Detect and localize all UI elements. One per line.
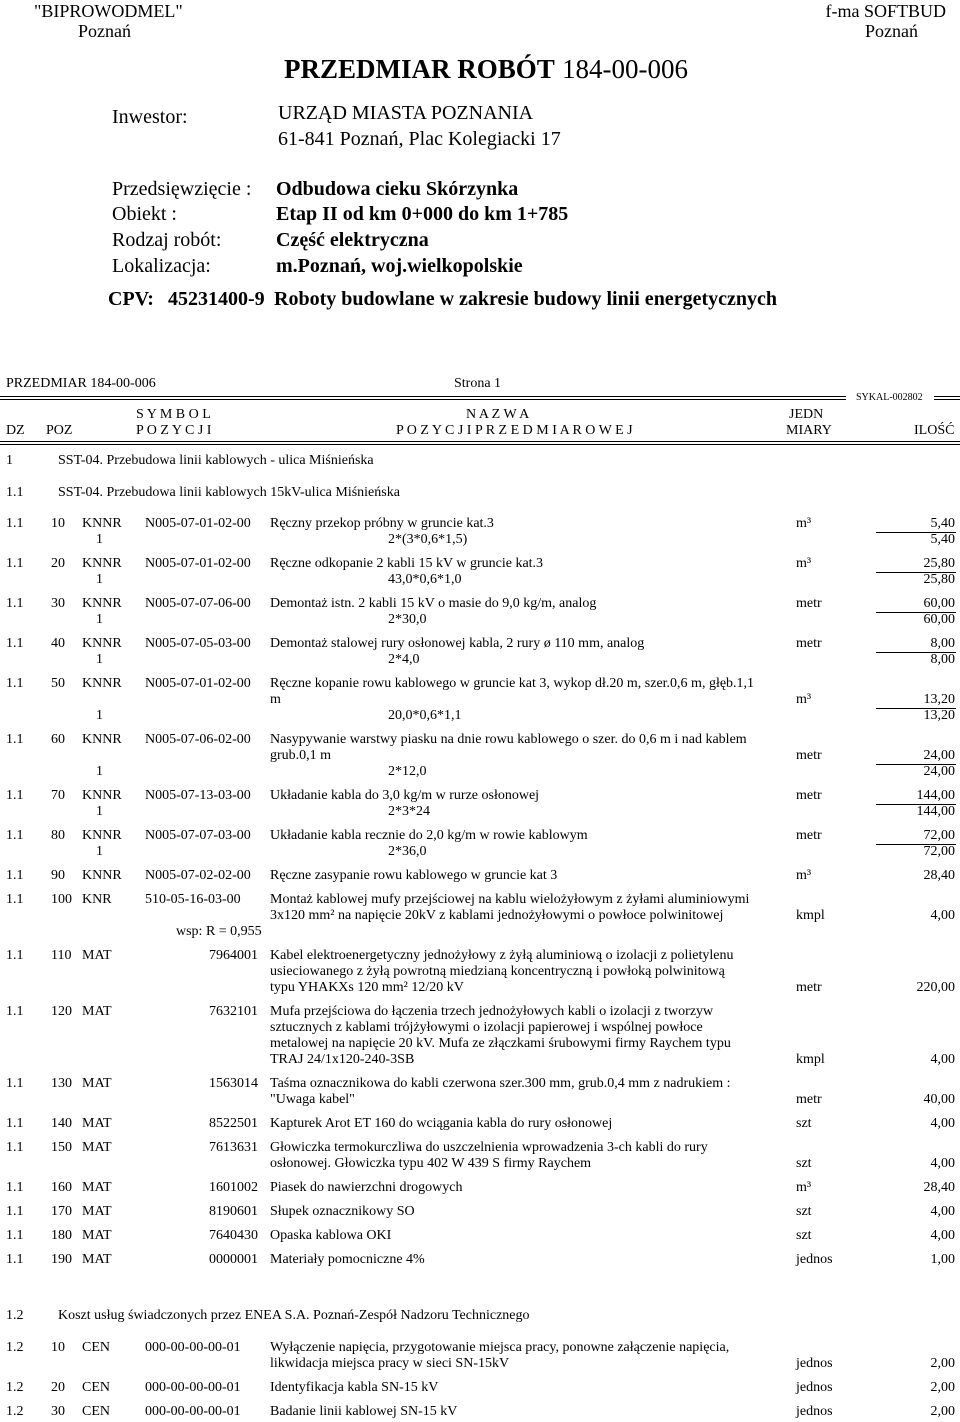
row-description: Ręczny przekop próbny w gruncie kat.3	[270, 516, 494, 531]
row-position: 110	[51, 948, 72, 963]
row-description: likwidacja miejsca pracy w sieci SN-15kV	[270, 1356, 510, 1371]
row-section: 1.1	[6, 948, 24, 963]
row-unit: metr	[796, 828, 822, 843]
row-section: 1.1	[6, 1252, 24, 1267]
row-position: 10	[51, 516, 65, 531]
calc-result: 5,40	[930, 532, 955, 547]
calc-result: 60,00	[923, 612, 955, 627]
row-catalog: MAT	[82, 1252, 112, 1267]
row-section: 1.1	[6, 636, 24, 651]
calc-result: 25,80	[923, 572, 955, 587]
row-unit: jednos	[796, 1252, 833, 1267]
row-description: Identyfikacja kabla SN-15 kV	[270, 1380, 439, 1395]
row-section: 1.1	[6, 868, 24, 883]
left-company: "BIPROWODMEL"	[34, 1, 183, 21]
row-position: 160	[51, 1180, 72, 1195]
calc-multiplier: 1	[96, 612, 103, 627]
row-unit: metr	[796, 1092, 822, 1107]
row-description: usieciowanego z żyłą powrotną miedzianą koncentryczną i powłoką polwinitową	[270, 964, 725, 979]
col-poz: POZ	[46, 423, 73, 438]
row-catalog: MAT	[82, 1076, 112, 1091]
calc-multiplier: 1	[96, 572, 103, 587]
row-symbol: N005-07-06-02-00	[145, 732, 251, 747]
row-catalog: KNNR	[82, 556, 122, 571]
row-description: Wyłączenie napięcia, przygotowanie miejsca pracy, ponowne załączenie napięcia,	[270, 1340, 730, 1355]
row-quantity: 40,00	[923, 1092, 955, 1107]
cpv-label: CPV:	[108, 288, 154, 310]
row-catalog: MAT	[82, 1004, 112, 1019]
row-unit: szt	[796, 1156, 812, 1171]
row-description: metalowej na napięcie 20 kV. Mufa ze złączkami śrubowymi firmy Raychem typu	[270, 1036, 731, 1051]
row-section: 1.1	[6, 676, 24, 691]
calc-multiplier: 1	[96, 652, 103, 667]
row-section: 1.1	[6, 788, 24, 803]
row-section: 1.1	[6, 1140, 24, 1155]
right-city: Poznań	[865, 21, 918, 41]
page-number: Strona 1	[454, 376, 502, 391]
row-catalog: MAT	[82, 1180, 112, 1195]
row-section: 1.1	[6, 596, 24, 611]
row-catalog: MAT	[82, 1116, 112, 1131]
investor-name: URZĄD MIASTA POZNANIA	[278, 102, 534, 124]
row-unit: m³	[796, 516, 812, 531]
row-description: Piasek do nawierzchni drogowych	[270, 1180, 463, 1195]
row-quantity: 4,00	[930, 1052, 955, 1067]
row-description: typu YHAKXs 120 mm² 12/20 kV	[270, 980, 464, 995]
row-quantity: 60,00	[923, 596, 955, 611]
row-unit: jednos	[796, 1356, 833, 1371]
document-number: 184-00-006	[562, 54, 688, 84]
row-section: 1.1	[6, 1076, 24, 1091]
row-symbol: 0000001	[209, 1252, 258, 1267]
row-catalog: KNNR	[82, 636, 122, 651]
row-description: 3x120 mm² na napięcie 20kV z kablami jednożyłowymi o powłoce polwinitowej	[270, 908, 724, 923]
row-quantity: 220,00	[916, 980, 955, 995]
row-quantity: 2,00	[930, 1356, 955, 1371]
row-description: osłonowej. Głowiczka typu 402 W 439 S firmy Raychem	[270, 1156, 592, 1171]
section-1-title: SST-04. Przebudowa linii kablowych - ulica Miśnieńska	[58, 453, 374, 468]
row-catalog: KNNR	[82, 732, 122, 747]
calc-formula: 2*36,0	[388, 844, 427, 859]
row-unit: metr	[796, 980, 822, 995]
row-position: 50	[51, 676, 65, 691]
calc-result: 144,00	[916, 804, 955, 819]
row-position: 120	[51, 1004, 72, 1019]
object-label: Obiekt :	[112, 203, 177, 225]
row-description: Taśma oznacznikowa do kabli czerwona szer.300 mm, grub.0,4 mm z nadrukiem :	[270, 1076, 731, 1091]
row-symbol: 7613631	[209, 1140, 258, 1155]
row-unit: metr	[796, 636, 822, 651]
row-description: grub.0,1 m	[270, 748, 332, 763]
section-1-number: 1	[6, 453, 13, 468]
row-position: 90	[51, 868, 65, 883]
section-1-2-number: 1.2	[6, 1308, 24, 1323]
calc-formula: 2*12,0	[388, 764, 427, 779]
row-catalog: KNNR	[82, 868, 122, 883]
row-catalog: MAT	[82, 1204, 112, 1219]
row-quantity: 13,20	[923, 692, 955, 707]
row-description: Kabel elektroenergetyczny jednożyłowy z żyłą aluminiową o izolacji z polietylenu	[270, 948, 734, 963]
row-catalog: CEN	[82, 1340, 110, 1355]
row-quantity: 72,00	[923, 828, 955, 843]
calc-formula: 2*30,0	[388, 612, 427, 627]
row-section: 1.2	[6, 1340, 24, 1355]
row-section: 1.1	[6, 828, 24, 843]
row-quantity: 8,00	[930, 636, 955, 651]
col-unit-2: MIARY	[786, 423, 832, 438]
row-description: Demontaż stalowej rury osłonowej kabla, 2 rury ø 110 mm, analog	[270, 636, 645, 651]
row-quantity: 1,00	[930, 1252, 955, 1267]
row-symbol: 7632101	[209, 1004, 258, 1019]
row-symbol: N005-07-02-02-00	[145, 868, 251, 883]
col-dz: DZ	[6, 423, 25, 438]
row-description: Montaż kablowej mufy przejściowej na kablu wielożyłowym z żyłami aluminiowymi	[270, 892, 750, 907]
row-symbol: 1563014	[209, 1076, 258, 1091]
col-symbol-2: P O Z Y C J I	[136, 423, 212, 438]
row-description: sztucznych z kablami trójżyłowymi o izolacji papierowej i wspólnej powłoce	[270, 1020, 703, 1035]
row-unit: m³	[796, 868, 812, 883]
row-symbol: 000-00-00-00-01	[145, 1380, 241, 1395]
row-description: Ręczne zasypanie rowu kablowego w gruncie kat 3	[270, 868, 558, 883]
row-description: Układanie kabla recznie do 2,0 kg/m w rowie kablowym	[270, 828, 588, 843]
header-rule-bottom	[0, 441, 960, 445]
calc-result: 8,00	[930, 652, 955, 667]
row-position: 130	[51, 1076, 72, 1091]
project-value: Odbudowa cieku Skórzynka	[276, 178, 519, 200]
row-quantity: 25,80	[923, 556, 955, 571]
row-unit: kmpl	[796, 1052, 825, 1067]
row-quantity: 4,00	[930, 1204, 955, 1219]
row-symbol: 510-05-16-03-00	[145, 892, 241, 907]
object-value: Etap II od km 0+000 do km 1+785	[276, 203, 569, 225]
location-label: Lokalizacja:	[112, 255, 211, 277]
row-section: 1.1	[6, 892, 24, 907]
row-description: Układanie kabla do 3,0 kg/m w rurze osłonowej	[270, 788, 540, 803]
left-city: Poznań	[78, 21, 131, 41]
calc-multiplier: 1	[96, 764, 103, 779]
row-symbol: 8522501	[209, 1116, 258, 1131]
row-symbol: 000-00-00-00-01	[145, 1340, 241, 1355]
section-1-2-title: Koszt usług świadczonych przez ENEA S.A. Poznań-Zespół Nadzoru Technicznego	[58, 1308, 530, 1323]
row-description: TRAJ 24/1x120-240-3SB	[270, 1052, 415, 1067]
row-section: 1.1	[6, 1204, 24, 1219]
row-position: 30	[51, 596, 65, 611]
row-description: Materiały pomocniczne 4%	[270, 1252, 425, 1267]
row-position: 140	[51, 1116, 72, 1131]
calc-result: 24,00	[923, 764, 955, 779]
section-1-1-title: SST-04. Przebudowa linii kablowych 15kV-ulica Miśnieńska	[58, 485, 400, 500]
header-rule-right	[934, 396, 960, 400]
calc-formula: 43,0*0,6*1,0	[388, 572, 462, 587]
row-catalog: CEN	[82, 1404, 110, 1419]
row-catalog: MAT	[82, 948, 112, 963]
row-quantity: 4,00	[930, 1116, 955, 1131]
row-section: 1.1	[6, 1116, 24, 1131]
row-description: m	[270, 692, 281, 707]
row-symbol: N005-07-01-02-00	[145, 516, 251, 531]
row-description: Demontaż istn. 2 kabli 15 kV o masie do 9,0 kg/m, analog	[270, 596, 597, 611]
row-quantity: 4,00	[930, 908, 955, 923]
row-description: Nasypywanie warstwy piasku na dnie rowu kablowego o szer. do 0,6 m i nad kablem	[270, 732, 747, 747]
row-symbol: N005-07-07-03-00	[145, 828, 251, 843]
investor-label: Inwestor:	[112, 106, 188, 128]
row-description: Ręczne kopanie rowu kablowego w gruncie kat 3, wykop dł.20 m, szer.0,6 m, głęb.1,1	[270, 676, 755, 691]
row-section: 1.1	[6, 1004, 24, 1019]
row-unit: metr	[796, 788, 822, 803]
cpv-description: Roboty budowlane w zakresie budowy linii energetycznych	[274, 288, 777, 310]
row-unit: jednos	[796, 1380, 833, 1395]
row-symbol: N005-07-07-06-00	[145, 596, 251, 611]
row-section: 1.2	[6, 1404, 24, 1419]
row-unit: szt	[796, 1204, 812, 1219]
row-symbol: N005-07-05-03-00	[145, 636, 251, 651]
row-position: 10	[51, 1340, 65, 1355]
col-qty: ILOŚĆ	[914, 423, 955, 438]
row-quantity: 28,40	[923, 868, 955, 883]
row-section: 1.1	[6, 1180, 24, 1195]
row-unit: szt	[796, 1116, 812, 1131]
cpv-code: 45231400-9	[168, 288, 265, 310]
row-symbol: 7640430	[209, 1228, 258, 1243]
row-catalog: MAT	[82, 1140, 112, 1155]
row-section: 1.1	[6, 1228, 24, 1243]
row-symbol: 7964001	[209, 948, 258, 963]
calc-formula: 2*3*24	[388, 804, 430, 819]
row-position: 40	[51, 636, 65, 651]
row-quantity: 28,40	[923, 1180, 955, 1195]
col-unit-1: JEDN	[789, 407, 824, 422]
row-position: 20	[51, 556, 65, 571]
doc-reference: PRZEDMIAR 184-00-006	[6, 376, 156, 391]
row-unit: m³	[796, 692, 812, 707]
row-position: 60	[51, 732, 65, 747]
row-catalog: KNNR	[82, 676, 122, 691]
row-section: 1.1	[6, 732, 24, 747]
row-unit: metr	[796, 748, 822, 763]
investor-address: 61-841 Poznań, Plac Kolegiacki 17	[278, 128, 561, 150]
calc-result: 13,20	[923, 708, 955, 723]
row-symbol: 000-00-00-00-01	[145, 1404, 241, 1419]
row-catalog: KNNR	[82, 516, 122, 531]
row-catalog: KNNR	[82, 596, 122, 611]
row-quantity: 144,00	[916, 788, 955, 803]
col-name-2: P O Z Y C J I P R Z E D M I A R O W E J	[396, 423, 633, 438]
type-label: Rodzaj robót:	[112, 229, 222, 251]
row-description: "Uwaga kabel"	[270, 1092, 355, 1107]
calc-multiplier: 1	[96, 708, 103, 723]
calc-formula: 2*4,0	[388, 652, 420, 667]
row-quantity: 4,00	[930, 1156, 955, 1171]
row-quantity: 4,00	[930, 1228, 955, 1243]
row-unit: m³	[796, 556, 812, 571]
row-position: 190	[51, 1252, 72, 1267]
row-catalog: KNNR	[82, 788, 122, 803]
row-unit: jednos	[796, 1404, 833, 1419]
calc-multiplier: 1	[96, 844, 103, 859]
project-label: Przedsięwzięcie :	[112, 178, 252, 200]
calc-formula: 20,0*0,6*1,1	[388, 708, 462, 723]
right-company: f-ma SOFTBUD	[825, 1, 946, 21]
row-symbol: 1601002	[209, 1180, 258, 1195]
row-catalog: CEN	[82, 1380, 110, 1395]
row-quantity: 2,00	[930, 1380, 955, 1395]
row-description: Badanie linii kablowej SN-15 kV	[270, 1404, 458, 1419]
row-unit: szt	[796, 1228, 812, 1243]
row-quantity: 24,00	[923, 748, 955, 763]
row-section: 1.2	[6, 1380, 24, 1395]
calc-multiplier: 1	[96, 532, 103, 547]
row-catalog: KNNR	[82, 828, 122, 843]
page-title: PRZEDMIAR ROBÓT	[284, 54, 555, 84]
row-catalog: MAT	[82, 1228, 112, 1243]
row-symbol: N005-07-01-02-00	[145, 676, 251, 691]
system-code: SYKAL-002802	[856, 392, 923, 403]
row-unit: metr	[796, 596, 822, 611]
row-position: 70	[51, 788, 65, 803]
row-symbol: N005-07-13-03-00	[145, 788, 251, 803]
row-description: Słupek oznacznikowy SO	[270, 1204, 415, 1219]
row-section: 1.1	[6, 556, 24, 571]
type-value: Część elektryczna	[276, 229, 429, 251]
location-value: m.Poznań, woj.wielkopolskie	[276, 255, 523, 277]
row-quantity: 5,40	[930, 516, 955, 531]
row-description: Opaska kablowa OKI	[270, 1228, 392, 1243]
row-position: 80	[51, 828, 65, 843]
row-unit: m³	[796, 1180, 812, 1195]
section-1-1-number: 1.1	[6, 485, 24, 500]
calc-multiplier: 1	[96, 804, 103, 819]
row-description: Mufa przejściowa do łączenia trzech jednożyłowych kabli o izolacji z tworzyw	[270, 1004, 714, 1019]
row-description: Głowiczka termokurczliwa do uszczelnienia wprowadzenia 3-ch kabli do rury	[270, 1140, 708, 1155]
row-description: Ręczne odkopanie 2 kabli 15 kV w gruncie kat.3	[270, 556, 544, 571]
header-rule-left	[0, 396, 846, 400]
row-position: 180	[51, 1228, 72, 1243]
row-quantity: 2,00	[930, 1404, 955, 1419]
row-position: 170	[51, 1204, 72, 1219]
row-position: 150	[51, 1140, 72, 1155]
coefficient: wsp: R = 0,955	[176, 924, 262, 939]
col-name-1: N A Z W A	[466, 407, 530, 422]
col-symbol-1: S Y M B O L	[136, 407, 211, 422]
row-section: 1.1	[6, 516, 24, 531]
calc-result: 72,00	[923, 844, 955, 859]
row-catalog: KNR	[82, 892, 112, 907]
row-symbol: N005-07-01-02-00	[145, 556, 251, 571]
row-symbol: 8190601	[209, 1204, 258, 1219]
row-position: 30	[51, 1404, 65, 1419]
calc-formula: 2*(3*0,6*1,5)	[388, 532, 468, 547]
row-position: 100	[51, 892, 72, 907]
row-description: Kapturek Arot ET 160 do wciągania kabla do rury osłonowej	[270, 1116, 613, 1131]
row-unit: kmpl	[796, 908, 825, 923]
row-position: 20	[51, 1380, 65, 1395]
